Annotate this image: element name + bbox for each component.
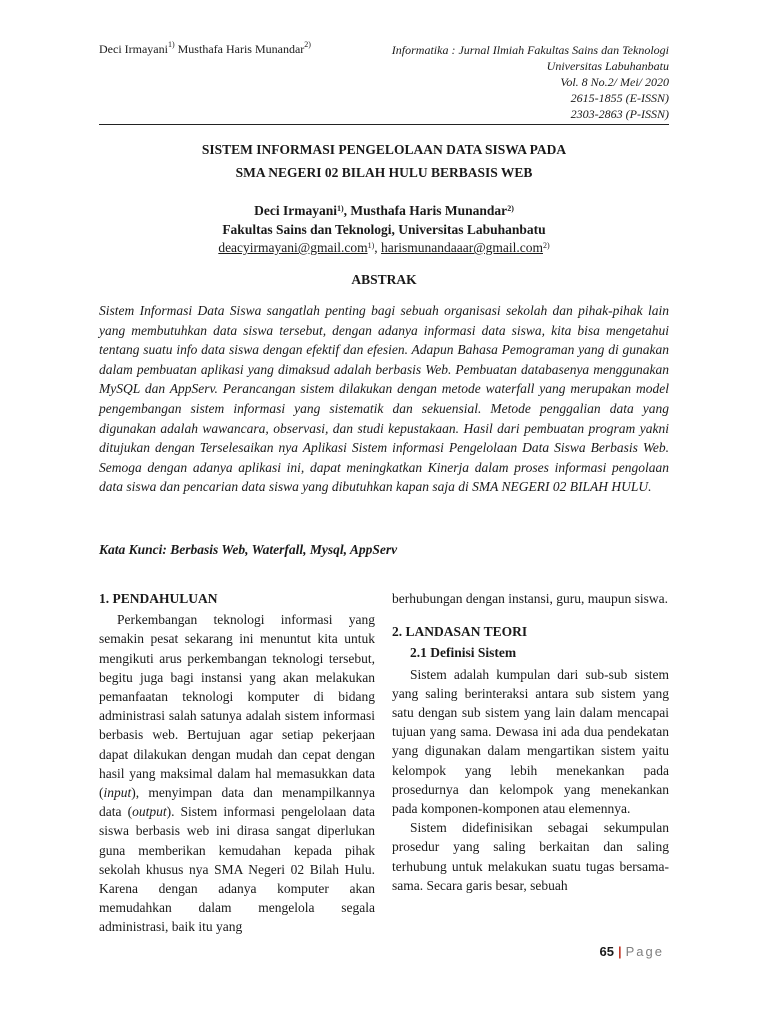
running-header-journal [339,42,669,122]
journal-university: Universitas Labuhanbatu [546,59,669,73]
journal-pissn: 2303-2863 (P-ISSN) [570,107,669,121]
paragraph-definisi-2: Sistem didefinisikan sebagai sekumpulan prosedur yang saling berkaitan dan saling terhubung untuk melakukan suatu tugas bersama-sama. Secara garis besar, sebuah [392,820,669,893]
email-sup-1: 1) [367,241,375,250]
journal-volume: Vol. 8 No.2/ Mei/ 2020 [560,75,669,89]
subsection-heading-definisi-sistem: 2.1 Definisi Sistem [410,645,517,661]
pendahuluan-text-c: ). Sistem informasi pengelolaan data siswa berbasis web ini dirasa sangat diperlukan guna memberikan kemudahan kepada pihak sekolah khusus nya SMA Negeri 02 Bilah Hulu. Karena dengan adanya komputer akan memudahkan dalam mengelola segala administrasi, baik itu yang [99,804,376,935]
author-block [99,201,669,239]
abstract-text: Sistem Informasi Data Siswa sangatlah penting bagi sebuah organisasi sekolah dan pihak-pihak lain yang membutuhkan data siswa tersebut, dengan adanya informasi data siswa, kita bisa mengetahui tentang suatu info data siswa dengan efektif dan efesien. Adapun Bahasa Pemograman yang di gunakan dalam pembuatan aplikasi yang dimaksud adalah berbasis Web. Pembuatan databasenya menggunakan MySQL dan AppServ. Perancangan sistem dilakukan dengan metode waterfall yang merupakan model pengembangan sistem informasi yang sistematik dan sekuensial. Metode penggalian data yang digunakan adalah wawancara, observasi, dan studi kepustakaan. Hasil dari pembuatan program yakni ditujukan dengan Terselesaikan nya Aplikasi Sistem informasi Pengelolaan Data Siswa Berbasis Web. Semoga dengan adanya aplikasi ini, dapat meningkatkan Kinerja dalam proses informasi pengolaan data siswa dan pencarian data siswa yang dibutuhkan kapan saja di SMA NEGERI 02 BILAH HULU. [99,303,669,495]
paper-title [99,138,669,184]
title-line-2: SMA NEGERI 02 BILAH HULU BERBASIS WEB [235,165,533,180]
running-header-authors [99,42,311,57]
title-line-1: SISTEM INFORMASI PENGELOLAAN DATA SISWA PADA [201,142,567,157]
page-number: 65 [599,944,614,959]
keywords: Kata Kunci: Berbasis Web, Waterfall, Mysql, AppServ [99,542,398,557]
abstract-heading: ABSTRAK [351,272,417,287]
section-heading-landasan-teori: 2. LANDASAN TEORI [392,624,528,640]
author-emails [99,238,669,257]
pendahuluan-continuation: berhubungan dengan instansi, guru, maupun siswa. [392,591,668,606]
journal-eissn: 2615-1855 (E-ISSN) [570,91,669,105]
footer-separator: | [617,944,622,959]
header-sup-2: 2) [304,40,311,49]
header-sup-1: 1) [167,40,175,49]
paragraph-definisi-1: Sistem adalah kumpulan dari sub-sub sistem yang saling berinteraksi antara sub sistem yang satu dengan sub sistem yang lain dalam mencapai tujuan yang sama. Dewasa ini ada dua pendekatan yang digunakan dalam mengartikan sistem yaitu kelompok yang lebih menekankan pada prosedurnya dan kelompok yang menekankan pada komponen-komponen atau elemennya. [392,666,669,817]
term-output: output [132,804,167,820]
email-link-2[interactable]: harismunandaaar@gmail.com [381,240,543,255]
pendahuluan-text-a: Perkembangan teknologi informasi yang semakin pesat sekarang ini menuntut kita untuk mengikuti arus perkembangan teknologi tersebut, begitu juga bagi instansi yang akan melakukan pemanfaatan teknologi komputer di bidang administrasi salah satunya adalah sistem informasi berbasis web. Bertujuan agar setiap pekerjaan dapat dilakukan dengan mudah dan cepat dengan hasil yang maksimal dalam hal memasukkan data ( [99,612,375,801]
page-footer [600,944,664,959]
section-heading-pendahuluan: 1. PENDAHULUAN [99,591,218,606]
paragraph-pendahuluan [99,610,375,936]
header-author-1: Deci Irmayani [99,42,168,56]
author-sup-2: 2) [507,204,514,213]
author-names [99,201,669,220]
author-name-2: , Musthafa Haris Munandar [343,203,508,218]
author-sup-1: 1) [336,204,344,213]
column-left [99,589,375,937]
email-sup-2: 2) [543,241,550,250]
page-label: Page [625,944,664,959]
email-separator: , [374,240,381,255]
header-author-2: Musthafa Haris Munandar [174,42,305,56]
author-name-1: Deci Irmayani [254,203,337,218]
affiliation: Fakultas Sains dan Teknologi, Universitas Labuhanbatu [222,222,546,237]
column-right [392,589,669,895]
term-input: input [103,785,132,801]
header-divider [99,124,669,125]
journal-name: Informatika : Jurnal Ilmiah Fakultas Sains dan Teknologi [391,43,669,57]
email-link-1[interactable]: deacyirmayani@gmail.com [218,240,368,255]
pendahuluan-text-b: ), menyimpan data dan menampilkannya data ( [99,785,375,820]
